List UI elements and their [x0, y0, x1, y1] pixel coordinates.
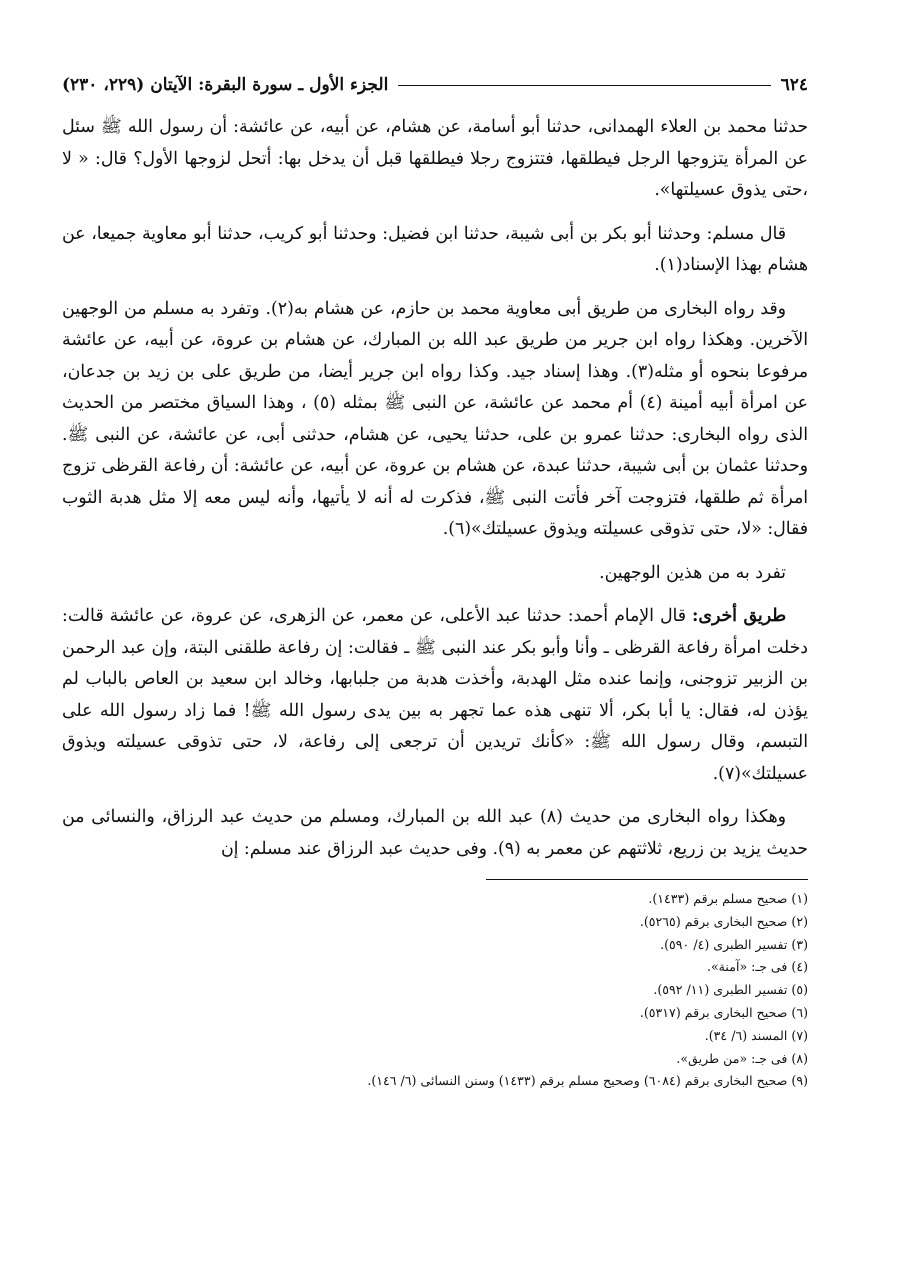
section-lead: طريق أخرى: — [692, 606, 787, 626]
book-page — [62, 70, 808, 1093]
header-rule — [398, 85, 770, 86]
footnote: (٧) المسند (٦/ ٣٤). — [704, 1027, 808, 1043]
paragraph: قال مسلم: وحدثنا أبو بكر بن أبى شيبة، حدثنا ابن فضيل: وحدثنا أبو كريب، حدثنا أبو معاوية جميعا، عن هشام بهذا الإسناد(١). — [62, 223, 808, 275]
footnote: (٣) تفسير الطبرى (٤/ ٥٩٠). — [660, 936, 808, 952]
paragraph: طريق أخرى: قال الإمام أحمد: حدثنا عبد الأعلى، عن معمر، عن الزهرى، عن عروة، عن عائشة قالت: دخلت امرأة رفاعة القرظى ـ وأنا وأبو بكر عند النبى ﷺ ـ فقالت: إن رفاعة طلقنى البتة، وإن عبد الرحمن بن الزبير تزوجنى، وإنما عنده مثل الهدبة، وأخذت هدبة من جلبابها، وخالد ابن سعيد بن العاص بالباب لم يؤذن له، فقال: يا أبا بكر، ألا تنهى هذه عما تجهر به بين يدى رسول الله ﷺ! فما زاد رسول الله على التبسم، وقال رسول الله ﷺ: «كأنك تريدين أن ترجعى إلى رفاعة، لا، حتى تذوقى عسيلته ويذوق عسيلتك»(٧). — [62, 606, 808, 784]
footnote: (١) صحيح مسلم برقم (١٤٣٣). — [648, 891, 808, 906]
paragraph: تفرد به من هذين الوجهين. — [599, 562, 786, 583]
page-number: ٦٢٤ — [780, 75, 808, 95]
running-title: الجزء الأول ـ سورة البقرة: الآيتان (٢٢٩، ٢٣٠) — [62, 75, 389, 95]
footnote: (٦) صحيح البخارى برقم (٥٣١٧). — [639, 1004, 808, 1020]
paragraph: وقد رواه البخارى من طريق أبى معاوية محمد بن حازم، عن هشام به(٢). وتفرد به مسلم من الوجهين الآخرين. وهكذا رواه ابن جرير من طريق عبد الله بن المبارك، عن هشام بن عروة، عن أبيه، عن عائشة مرفوعا بنحوه أو مثله(٣). وهذا إسناد جيد. وكذا رواه ابن جرير أيضا، من طريق على بن زيد بن جدعان، عن امرأة أبيه أمينة (٤) أم محمد عن عائشة، عن النبى ﷺ بمثله (٥) ، وهذا السياق مختصر من الحديث الذى رواه البخارى: حدثنا عمرو بن على، حدثنا يحيى، عن هشام، حدثنى أبى، عن عائشة، عن النبى ﷺ. وحدثنا عثمان بن أبى شيبة، حدثنا عبدة، عن هشام بن عروة، عن أبيه، عن عائشة: أن رفاعة القرظى تزوج امرأة ثم طلقها، فتزوجت آخر فأتت النبى ﷺ، فذكرت له أنه لا يأتيها، وأنه ليس معه إلا مثل هدبة الثوب فقال: «لا، حتى تذوقى عسيلته ويذوق عسيلتك»(٦). — [62, 298, 808, 539]
footnote-separator — [486, 879, 808, 880]
footnote: (٥) تفسير الطبرى (١١/ ٥٩٢). — [653, 982, 808, 998]
footnote: (٢) صحيح البخارى برقم (٥٢٦٥). — [639, 913, 808, 929]
footnote: (٤) فى جـ: «آمنة». — [706, 959, 808, 975]
main-text — [62, 112, 808, 865]
footnote: (٩) صحيح البخارى برقم (٦٠٨٤) وصحيح مسلم برقم (١٤٣٣) وسنن النسائى (٦/ ١٤٦). — [367, 1073, 808, 1089]
page-header — [62, 70, 808, 100]
footnote: (٨) فى جـ: «من طريق». — [676, 1050, 808, 1066]
paragraph: حدثنا محمد بن العلاء الهمدانى، حدثنا أبو أسامة، عن هشام، عن أبيه، عن عائشة: أن رسول الله ﷺ سئل عن المرأة يتزوجها الرجل فيطلقها، فتتزوج رجلا فيطلقها قبل أن يدخل بها: أتحل لزوجها الأول؟ قال: « لا ،حتى يذوق عسيلتها». — [62, 117, 808, 200]
footnotes — [62, 888, 808, 1093]
paragraph: وهكذا رواه البخارى من حديث (٨) عبد الله بن المبارك، ومسلم من حديث عبد الرزاق، والنسائى من حديث يزيد بن زريع، ثلاثتهم عن معمر به (٩). وفى حديث عبد الرزاق عند مسلم: إن — [62, 807, 808, 859]
